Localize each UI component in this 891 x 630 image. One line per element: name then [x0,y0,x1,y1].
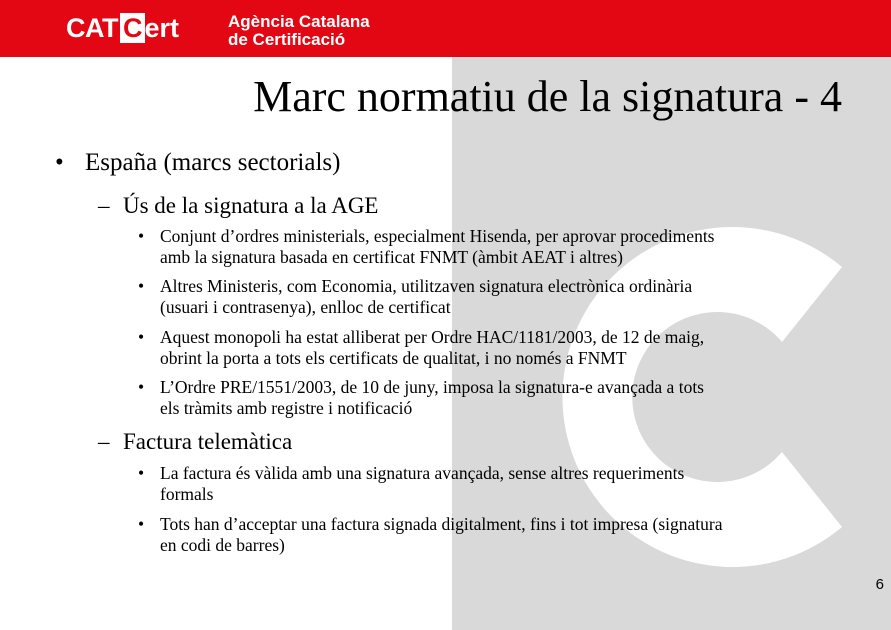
list-item-line: els tràmits amb registre i notificació [160,397,413,418]
org-line-2: de Certificació [228,30,346,49]
bullet-marker: • [55,149,64,176]
page-number: 6 [875,576,884,593]
list-item-line: Aquest monopoli ha estat alliberat per Ordre HAC/1181/2003, de 12 de maig, [160,327,705,347]
list-item-line: (usuari i contrasenya), enlloc de certificat [160,296,451,317]
bullet-marker: • [138,226,145,246]
list-item-line: L’Ordre PRE/1551/2003, de 10 de juny, imposa la signatura-e avançada a tots [160,377,704,397]
list-item-line: Tots han d’acceptar una factura signada digitalment, fins i tot impresa (signatura [160,514,723,534]
org-line-1: Agència Catalana [228,12,370,31]
logo-ert-text: ert [144,13,180,43]
list-item-line: obrint la porta a tots els certificats de qualitat, i no només a FNMT [160,347,627,368]
logo-c-box: C [120,13,145,43]
list-item-line: Altres Ministeris, com Economia, utilitzaven signatura electrònica ordinària [160,276,693,296]
logo-cat-text: CAT [66,13,118,43]
dash-marker: – [98,193,110,218]
list-item-line: formals [160,483,214,504]
slide-title: Marc normatiu de la signatura - 4 [253,72,842,121]
section-heading-text: Factura telemàtica [123,429,293,454]
bullet-marker: • [138,327,145,347]
list-item-line: La factura és vàlida amb una signatura avançada, sense altres requeriments [160,463,685,483]
bullet-marker: • [138,276,145,296]
bullet-level1-text: España (marcs sectorials) [85,149,341,176]
bullet-marker: • [138,514,145,534]
bullet-marker: • [138,463,145,483]
list-item-line: en codi de barres) [160,534,285,555]
dash-marker: – [98,429,110,454]
catcert-logo [66,13,179,43]
header-band [0,0,891,57]
list-item-line: Conjunt d’ordres ministerials, especialment Hisenda, per aprovar procediments [160,226,715,246]
list-item-line: amb la signatura basada en certificat FNMT (àmbit AEAT i altres) [160,246,623,267]
organization-name [228,13,370,49]
bullet-marker: • [138,377,145,397]
section-heading-text: Ús de la signatura a la AGE [123,193,379,218]
